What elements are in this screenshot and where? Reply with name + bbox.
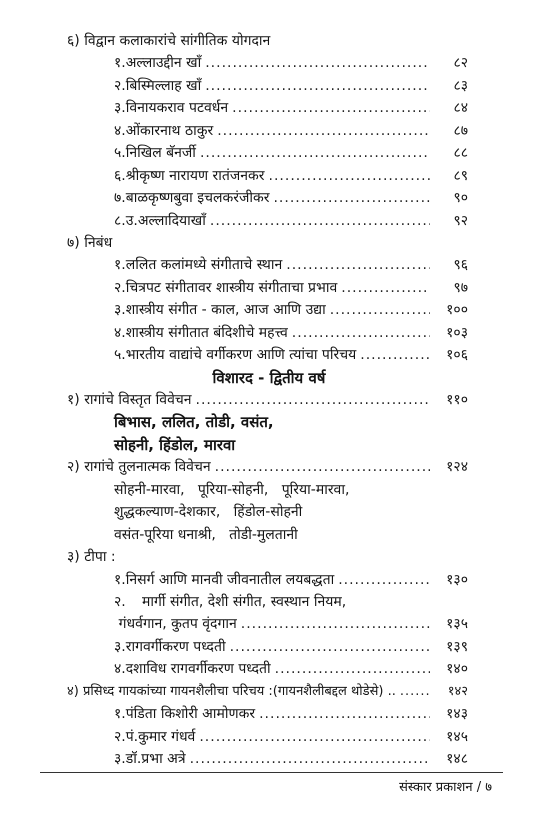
dot-leader [286,254,430,276]
toc-entry [67,389,468,411]
entry-page: १४५ [446,729,468,745]
entry-page: ८७ [453,123,468,139]
dot-leader [341,277,430,299]
entry-title: डॉ.प्रभा अत्रे [125,751,186,767]
entry-title: २) रागांचे तुलनात्मक विवेचन [67,459,211,475]
entry-title: अल्लाउद्दीन खाँ [125,55,202,71]
entry-page: ११० [446,392,468,408]
entry-title: विनायकराव पटवर्धन [125,100,229,116]
dot-leader [269,165,430,187]
dot-leader [338,569,430,591]
entry-page: ९६ [453,257,468,273]
toc-entry [67,681,468,703]
toc-entry [114,322,468,344]
dot-leader [210,210,430,232]
entry-page: १४३ [446,706,468,722]
entry-page: ९७ [453,280,468,296]
footer-publisher: संस्कार प्रकाशन / ७ [399,780,492,795]
entry-number: २. [114,280,126,296]
toc-entry [114,748,468,770]
entry-title: शास्त्रीय संगीत - काल, आज आणि उद्या [125,302,326,318]
entry-page: १२४ [446,459,468,475]
entry-number: १. [114,572,126,588]
entry-page: १३९ [446,639,468,655]
entry-title: ललित कलांमध्ये संगीताचे स्थान [125,257,283,273]
entry-number: १. [114,706,126,722]
dot-leader [200,142,430,164]
dot-leader [273,187,430,209]
entry-number: ७. [114,190,126,206]
toc-entry [114,569,468,591]
raga-pair-line: वसंत-पूरिया धनाश्री, तोडी-मुलतानी [114,527,298,543]
entry-page: १०० [446,302,468,318]
entry-page: १३५ [446,616,468,632]
entry-title: पं.कुमार गंधर्व [125,729,196,745]
toc-entry [114,299,468,321]
entry-title: बाळकृष्णबुवा इचलकरंजीकर [125,190,270,206]
dot-leader [232,97,430,119]
entry-title: १) रागांचे विस्तृत विवेचन [67,392,192,408]
entry-page: ८४ [453,100,468,116]
footer-rule [40,772,503,773]
toc-entry [114,254,468,276]
dot-leader [360,344,430,366]
entry-page: ९२ [453,213,468,229]
toc-entry [114,210,468,232]
dot-leader [292,322,430,344]
toc-entry [114,187,468,209]
entry-page: ८३ [453,78,468,94]
toc-entry [114,636,468,658]
entry-page: ९० [453,190,468,206]
entry-page: १४० [446,661,468,677]
entry-page: ८९ [453,168,468,184]
toc-entry [114,344,468,366]
entry-number: १. [114,55,126,71]
entry-number: ४. [114,661,126,677]
entry-title: शास्त्रीय संगीतात बंदिशीचे महत्त्व [125,325,288,341]
entry-page: ८८ [453,145,468,161]
toc-entry [114,591,468,613]
entry-page: १०६ [446,347,468,363]
toc-entry [114,703,468,725]
toc-entry [114,165,468,187]
entry-title: उ.अल्लादियाखाँ [125,213,206,229]
toc-entry [114,97,468,119]
dot-leader [190,748,430,770]
toc-entry [67,456,468,478]
entry-number: ६. [114,168,126,184]
raga-list-line: सोहनी, हिंडोल, मारवा [114,436,236,454]
toc-entry [114,726,468,748]
section-6-title: ६) विद्वान कलाकारांचे सांगीतिक योगदान [67,33,271,49]
dot-leader [400,681,430,703]
section-heading: विशारद - द्वितीय वर्ष [212,369,326,387]
entry-title: निखिल बॅनर्जी [125,145,196,161]
entry-number: ५. [114,145,126,161]
dot-leader [196,389,430,411]
section-3-title: ३) टीपा : [67,549,116,565]
entry-number: ४. [114,123,126,139]
entry-page: १०३ [446,325,468,341]
toc-entry [114,658,468,680]
entry-number: ५. [114,347,126,363]
entry-number: ३. [114,751,126,767]
dot-leader [275,658,430,680]
entry-title: रागवर्गीकरण पध्दती [125,639,226,655]
toc-entry [114,142,468,164]
dot-leader [215,456,430,478]
entry-title: गंधर्वगान, कुतप वृंदगान [118,616,237,632]
entry-number: २. [114,78,126,94]
entry-title: निसर्ग आणि मानवी जीवनातील लयबद्धता [125,572,335,588]
toc-entry [114,120,468,142]
entry-number: २. [114,594,126,610]
entry-title: मार्गी संगीत, देशी संगीत, स्वस्थान नियम, [142,594,347,610]
entry-page: ८२ [453,55,468,71]
entry-title: दशाविध रागवर्गीकरण पध्दती [125,661,271,677]
toc-entry [114,277,468,299]
toc-entry [114,75,468,97]
entry-page: १४२ [447,684,468,699]
entry-number: २. [114,729,126,745]
dot-leader [241,613,430,635]
dot-leader [330,299,430,321]
entry-title: ४) प्रसिध्द गायकांच्या गायनशैलीचा परिचय :(गायनशैलीबद्दल थोडेसे) .. [67,684,396,699]
entry-page: १३० [446,572,468,588]
entry-title: पंडिता किशोरी आमोणकर [125,706,256,722]
dot-leader [259,703,430,725]
dot-leader [205,75,430,97]
entry-number: ८. [114,213,126,229]
entry-number: ३. [114,302,126,318]
entry-title: बिस्मिल्लाह खाँ [125,78,202,94]
section-7-title: ७) निबंध [67,235,113,251]
raga-list-line: बिभास, ललित, तोडी, वसंत, [114,413,274,431]
toc-entry [114,52,468,74]
entry-title: ओंकारनाथ ठाकुर [125,123,214,139]
entry-page: १४८ [446,751,468,767]
entry-title: भारतीय वाद्यांचे वर्गीकरण आणि त्यांचा परिचय [125,347,357,363]
dot-leader [217,120,430,142]
entry-number: ४. [114,325,126,341]
raga-pair-line: सोहनी-मारवा, पूरिया-सोहनी, पूरिया-मारवा, [114,482,350,498]
entry-title: चित्रपट संगीतावर शास्त्रीय संगीताचा प्रभाव [125,280,338,296]
dot-leader [230,636,430,658]
entry-number: १. [114,257,126,273]
toc-entry [114,613,468,635]
entry-number: ३. [114,100,126,116]
raga-pair-line: शुद्धकल्याण-देशकार, हिंडोल-सोहनी [114,504,303,520]
entry-title: श्रीकृष्ण नारायण रातंजनकर [125,168,265,184]
dot-leader [205,52,430,74]
entry-number: ३. [114,639,126,655]
dot-leader [199,726,430,748]
